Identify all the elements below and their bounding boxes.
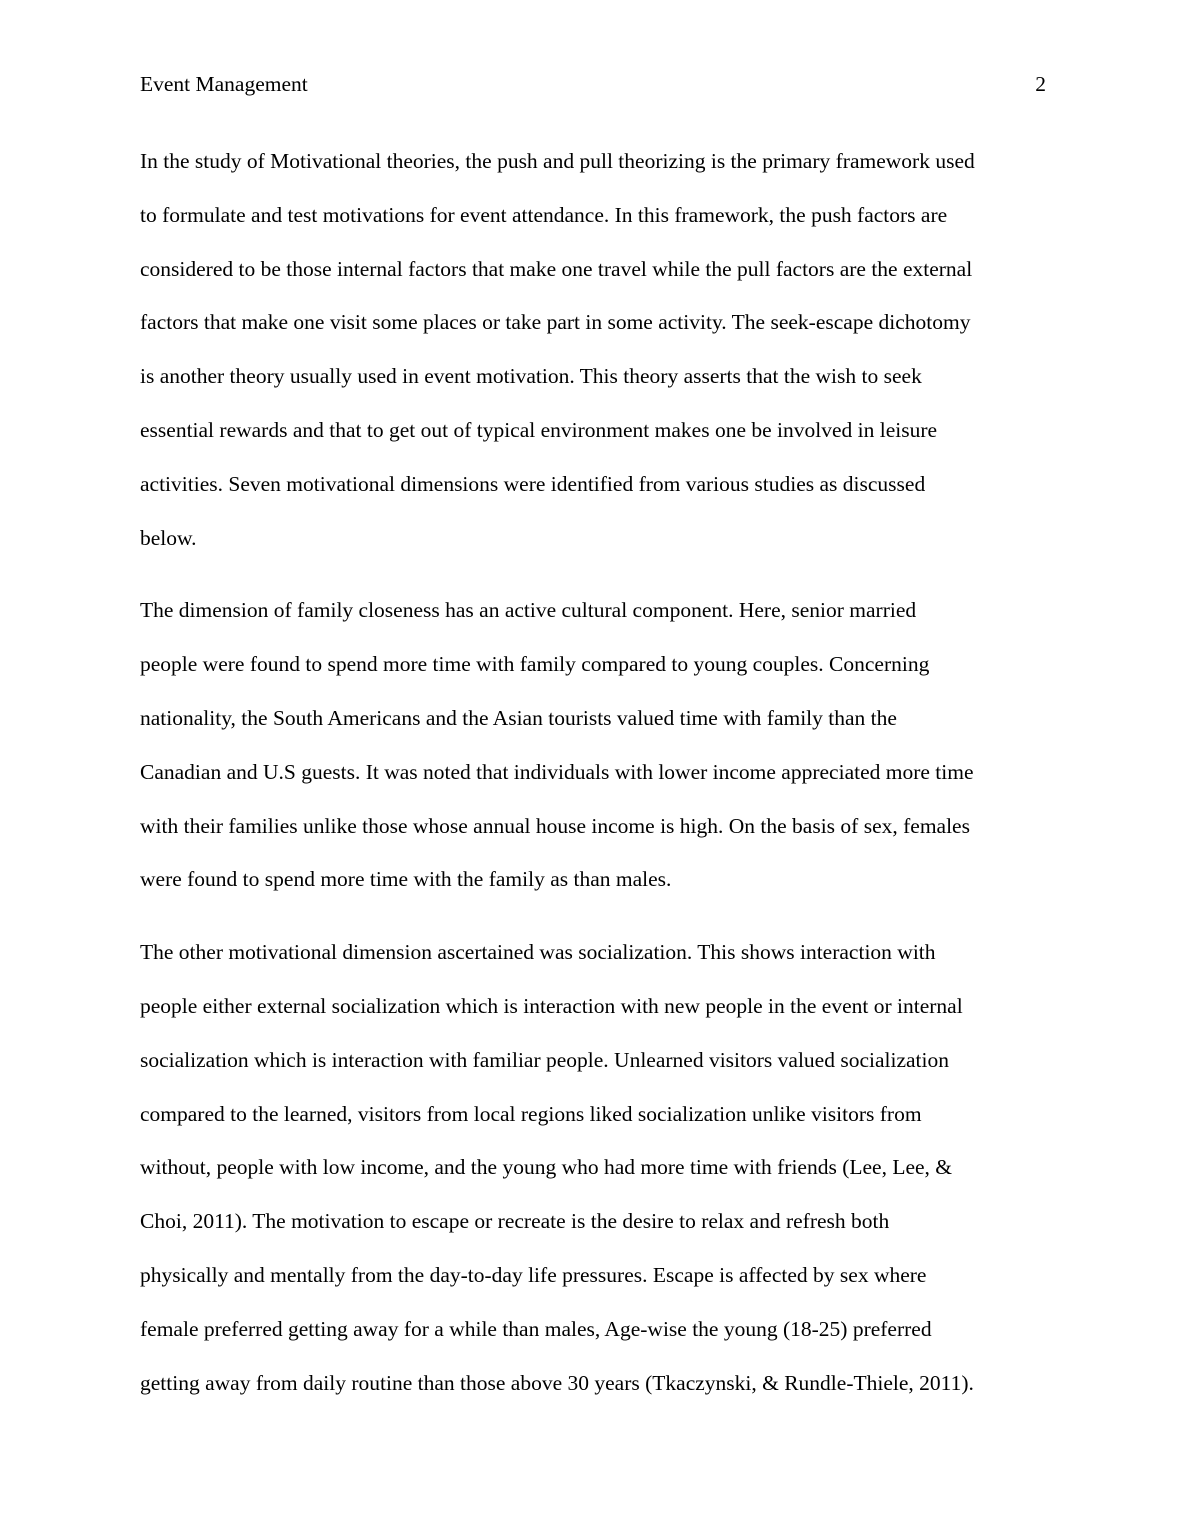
- text-line: female preferred getting away for a while than males, Age-wise the young (18-25) preferred: [140, 1316, 932, 1341]
- paragraph-socialization: [140, 926, 1060, 1410]
- text-line: below.: [140, 525, 197, 550]
- text-line: physically and mentally from the day-to-day life pressures. Escape is affected by sex where: [140, 1262, 927, 1287]
- text-line: socialization which is interaction with familiar people. Unlearned visitors valued socialization: [140, 1047, 949, 1072]
- text-line: people were found to spend more time with family compared to young couples. Concerning: [140, 652, 930, 677]
- text-line: The other motivational dimension ascertained was socialization. This shows interaction with: [140, 940, 936, 965]
- text-line: were found to spend more time with the family as than males.: [140, 867, 672, 892]
- page-header: [140, 70, 1046, 98]
- running-head: Event Management: [140, 72, 308, 96]
- paragraph-motivational-theories: [140, 135, 1060, 565]
- text-line: activities. Seven motivational dimensions were identified from various studies as discussed: [140, 471, 926, 496]
- text-line: nationality, the South Americans and the Asian tourists valued time with family than the: [140, 705, 897, 730]
- document-body: [140, 135, 1060, 1429]
- page-number: 2: [1035, 72, 1046, 96]
- text-line: is another theory usually used in event motivation. This theory asserts that the wish to seek: [140, 364, 922, 389]
- text-line: The dimension of family closeness has an active cultural component. Here, senior married: [140, 598, 917, 623]
- text-line: without, people with low income, and the young who had more time with friends (Lee, Lee, &: [140, 1155, 953, 1180]
- text-line: getting away from daily routine than those above 30 years (Tkaczynski, & Rundle-Thiele, 2011).: [140, 1370, 974, 1395]
- text-line: with their families unlike those whose annual house income is high. On the basis of sex, females: [140, 813, 970, 838]
- paragraph-family-closeness: [140, 584, 1060, 907]
- text-line: Canadian and U.S guests. It was noted that individuals with lower income appreciated more time: [140, 759, 974, 784]
- text-line: essential rewards and that to get out of typical environment makes one be involved in leisure: [140, 417, 938, 442]
- text-line: people either external socialization which is interaction with new people in the event or internal: [140, 993, 963, 1018]
- text-line: Choi, 2011). The motivation to escape or recreate is the desire to relax and refresh both: [140, 1209, 890, 1234]
- text-line: In the study of Motivational theories, the push and pull theorizing is the primary framework used: [140, 149, 975, 173]
- text-line: compared to the learned, visitors from local regions liked socialization unlike visitors from: [140, 1101, 922, 1126]
- text-line: considered to be those internal factors that make one travel while the pull factors are the external: [140, 256, 973, 281]
- text-line: to formulate and test motivations for event attendance. In this framework, the push factors are: [140, 202, 948, 227]
- text-line: factors that make one visit some places or take part in some activity. The seek-escape dichotomy: [140, 310, 971, 335]
